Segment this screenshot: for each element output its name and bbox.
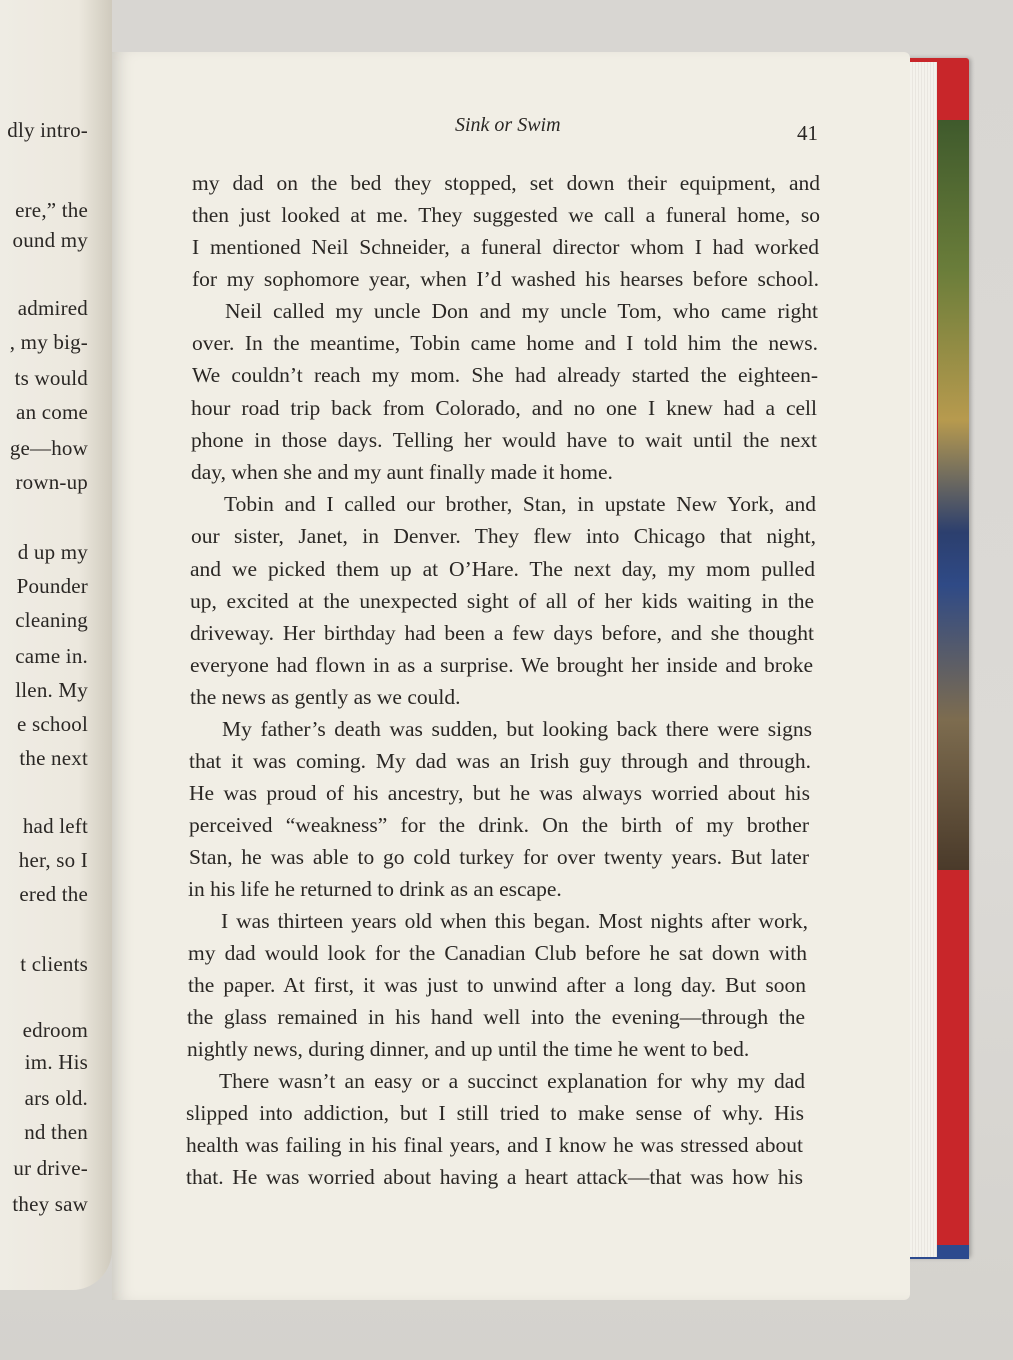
left-page-line: ere,” the <box>15 198 88 222</box>
left-page <box>0 0 112 1290</box>
body-line: my dad on the bed they stopped, set down their equipment, and <box>192 171 820 195</box>
body-line: Stan, he was able to go cold turkey for over twenty years. But later <box>189 845 809 869</box>
page-number: 41 <box>797 121 818 145</box>
left-page-line: an come <box>16 400 88 424</box>
body-line: I was thirteen years old when this began. Most nights after work, <box>221 909 808 933</box>
body-line: I mentioned Neil Schneider, a funeral director whom I had worked <box>192 235 819 259</box>
body-line: that. He was worried about having a heart attack—that was how his <box>186 1165 803 1189</box>
left-page-line: the next <box>19 746 88 770</box>
body-line: the glass remained in his hand well into the evening—through the <box>187 1005 805 1029</box>
body-line: driveway. Her birthday had been a few days before, and she thought <box>190 621 814 645</box>
left-page-line: im. His <box>24 1050 88 1074</box>
left-page-line: nd then <box>24 1120 88 1144</box>
body-line: and we picked them up at O’Hare. The next day, my mom pulled <box>190 557 815 581</box>
left-page-line: her, so I <box>18 848 88 872</box>
body-line: There wasn’t an easy or a succinct explanation for why my dad <box>219 1069 805 1093</box>
body-line: hour road trip back from Colorado, and no one I knew had a cell <box>191 396 817 420</box>
body-line: nightly news, during dinner, and up until the time he went to bed. <box>187 1037 750 1061</box>
body-line: over. In the meantime, Tobin came home and I told him the news. <box>192 331 818 355</box>
left-page-line: ars old. <box>24 1086 88 1110</box>
body-line: My father’s death was sudden, but looking back there were signs <box>222 717 812 741</box>
body-line: up, excited at the unexpected sight of all of her kids waiting in the <box>190 589 814 613</box>
left-page-line: llen. My <box>15 678 88 702</box>
body-line: He was proud of his ancestry, but he was always worried about his <box>189 781 810 805</box>
body-line: We couldn’t reach my mom. She had already started the eighteen- <box>192 363 818 387</box>
left-page-line: e school <box>17 712 88 736</box>
left-page-line: rown-up <box>15 470 88 494</box>
body-line: health was failing in his final years, and I know he was stressed about <box>186 1133 803 1157</box>
body-line: Tobin and I called our brother, Stan, in upstate New York, and <box>224 492 816 516</box>
body-line: the paper. At first, it was just to unwind after a long day. But soon <box>188 973 806 997</box>
left-page-line: ts would <box>14 366 88 390</box>
body-line: perceived “weakness” for the drink. On the birth of my brother <box>189 813 809 837</box>
left-page-line: Pounder <box>16 574 88 598</box>
body-line: day, when she and my aunt finally made it home. <box>191 460 613 484</box>
running-head: Sink or Swim <box>455 114 561 136</box>
body-line: our sister, Janet, in Denver. They flew into Chicago that night, <box>191 524 816 548</box>
body-line: the news as gently as we could. <box>190 685 461 709</box>
cover-photo <box>938 120 969 870</box>
left-page-line: , my big- <box>9 330 88 354</box>
body-line: my dad would look for the Canadian Club before he sat down with <box>188 941 807 965</box>
left-page-line: ur drive- <box>13 1156 88 1180</box>
left-page-line: t clients <box>20 952 88 976</box>
body-line: in his life he returned to drink as an escape. <box>188 877 562 901</box>
body-line: that it was coming. My dad was an Irish guy through and through. <box>189 749 811 773</box>
body-line: then just looked at me. They suggested we call a funeral home, so <box>192 203 820 227</box>
left-page-line: edroom <box>22 1018 88 1042</box>
left-page-line: cleaning <box>15 608 88 632</box>
left-page-line: dly intro- <box>7 118 88 142</box>
left-page-line: had left <box>22 814 88 838</box>
body-line: phone in those days. Telling her would have to wait until the next <box>191 428 817 452</box>
left-page-line: admired <box>17 296 88 320</box>
left-page-line: came in. <box>15 644 88 668</box>
body-line: Neil called my uncle Don and my uncle Tom, who came right <box>225 299 818 323</box>
left-page-line: d up my <box>17 540 88 564</box>
left-page-line: ered the <box>19 882 88 906</box>
body-line: for my sophomore year, when I’d washed his hearses before school. <box>192 267 819 291</box>
left-page-line: ge—how <box>9 436 88 460</box>
body-line: slipped into addiction, but I still tried to make sense of why. His <box>186 1101 804 1125</box>
left-page-line: they saw <box>12 1192 88 1216</box>
body-line: everyone had flown in as a surprise. We brought her inside and broke <box>190 653 813 677</box>
left-page-line: ound my <box>12 228 88 252</box>
